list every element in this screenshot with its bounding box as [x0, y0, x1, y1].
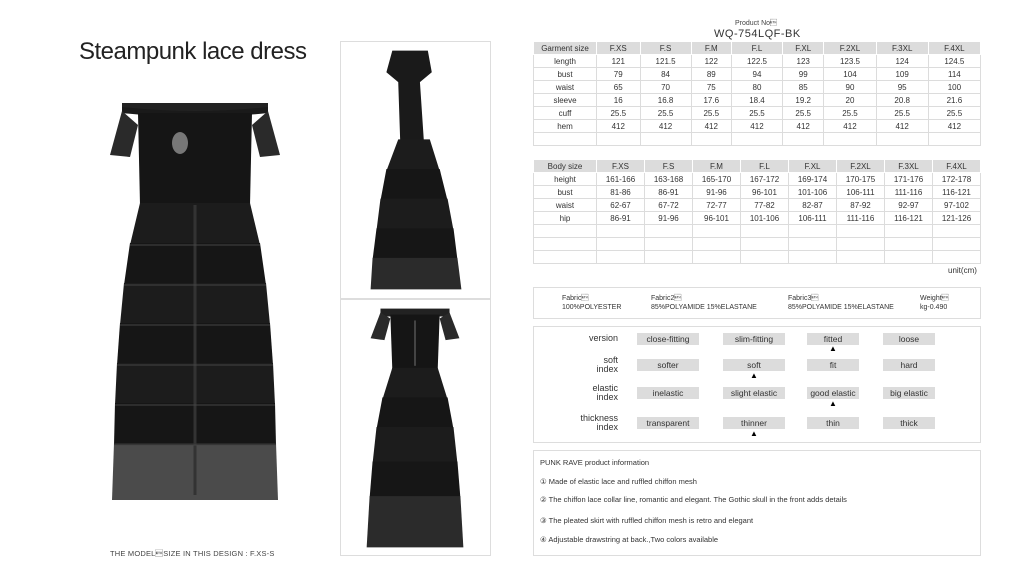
- soft-option: hard: [883, 359, 935, 371]
- fabric3-value: 85%POLYAMIDE 15%ELASTANE: [788, 304, 894, 311]
- soft-option: softer: [637, 359, 699, 371]
- version-label: version: [588, 333, 618, 343]
- table-header-row: [534, 42, 981, 55]
- table-row: [534, 238, 981, 251]
- table-cell: [837, 225, 885, 238]
- selected-marker-icon: ▲: [750, 371, 758, 380]
- table-cell: 92-97: [885, 199, 933, 212]
- fabric1: [562, 294, 621, 312]
- column-header: F.L: [731, 42, 782, 55]
- table-cell: 114: [928, 68, 980, 81]
- table-cell: [824, 133, 876, 146]
- table-cell: 170-175: [837, 173, 885, 186]
- table-cell: [837, 251, 885, 264]
- table-cell: 116-121: [885, 212, 933, 225]
- table-cell: 85: [783, 81, 824, 94]
- table-cell: 163-168: [645, 173, 693, 186]
- table-cell: 25.5: [876, 107, 928, 120]
- column-header: F.3XL: [876, 42, 928, 55]
- table-cell: [783, 133, 824, 146]
- row-label: waist: [534, 81, 597, 94]
- table-row: [534, 251, 981, 264]
- table-cell: 25.5: [640, 107, 691, 120]
- table-cell: 412: [876, 120, 928, 133]
- table-cell: 87-92: [837, 199, 885, 212]
- table-cell: 109: [876, 68, 928, 81]
- table-cell: 16: [597, 94, 641, 107]
- thickness-option: thick: [883, 417, 935, 429]
- row-label: [534, 238, 597, 251]
- row-label: sleeve: [534, 94, 597, 107]
- table-cell: 62-67: [597, 199, 645, 212]
- row-label: cuff: [534, 107, 597, 120]
- product-number-label: Product No: [735, 20, 778, 27]
- table-cell: [691, 133, 731, 146]
- table-row: [534, 107, 981, 120]
- table-cell: 77-82: [741, 199, 789, 212]
- table-cell: [645, 238, 693, 251]
- table-cell: [645, 225, 693, 238]
- table-cell: 412: [640, 120, 691, 133]
- table-row: [534, 173, 981, 186]
- table-cell: [789, 225, 837, 238]
- row-label: bust: [534, 186, 597, 199]
- table-cell: [885, 238, 933, 251]
- table-cell: [693, 225, 741, 238]
- table-cell: [933, 251, 981, 264]
- table-cell: 91-96: [645, 212, 693, 225]
- version-option: close-fitting: [637, 333, 699, 345]
- table-cell: 20.8: [876, 94, 928, 107]
- table-cell: 111-116: [885, 186, 933, 199]
- table-cell: 123: [783, 55, 824, 68]
- table-cell: 101-106: [789, 186, 837, 199]
- table-row: [534, 133, 981, 146]
- table-cell: 172-178: [933, 173, 981, 186]
- table-cell: 91-96: [693, 186, 741, 199]
- fabric1-label: Fabric: [562, 295, 589, 302]
- table-cell: [693, 238, 741, 251]
- soft-label-line2: index: [596, 364, 618, 374]
- table-cell: 96-101: [693, 212, 741, 225]
- table-cell: 25.5: [731, 107, 782, 120]
- table-cell: 122.5: [731, 55, 782, 68]
- table-cell: 123.5: [824, 55, 876, 68]
- table-cell: 100: [928, 81, 980, 94]
- row-label: height: [534, 173, 597, 186]
- thickness-index-label: [548, 414, 618, 432]
- column-header: F.M: [691, 42, 731, 55]
- table-cell: 75: [691, 81, 731, 94]
- table-cell: 81-86: [597, 186, 645, 199]
- fabric1-value: 100%POLYESTER: [562, 304, 622, 311]
- table-cell: [933, 238, 981, 251]
- table-cell: 165-170: [693, 173, 741, 186]
- selected-marker-icon: ▲: [829, 344, 837, 353]
- row-label: hem: [534, 120, 597, 133]
- table-cell: 25.5: [597, 107, 641, 120]
- table-cell: 18.4: [731, 94, 782, 107]
- page-title: Steampunk lace dress: [79, 38, 307, 65]
- table-cell: 67-72: [645, 199, 693, 212]
- column-header: F.XS: [597, 42, 641, 55]
- table-cell: [597, 133, 641, 146]
- table-cell: 124: [876, 55, 928, 68]
- thumbnail-back-view[interactable]: [340, 299, 491, 556]
- table-row: [534, 55, 981, 68]
- table-cell: [933, 225, 981, 238]
- fabric2-value: 85%POLYAMIDE 15%ELASTANE: [651, 304, 757, 311]
- table-cell: 20: [824, 94, 876, 107]
- table-cell: 25.5: [928, 107, 980, 120]
- table-cell: [731, 133, 782, 146]
- product-number: WQ-754LQF-BK: [714, 28, 801, 40]
- table-row: [534, 94, 981, 107]
- table-cell: 122: [691, 55, 731, 68]
- fabric2-label: Fabric2: [651, 295, 682, 302]
- table-cell: 101-106: [741, 212, 789, 225]
- selected-marker-icon: ▲: [829, 399, 837, 408]
- version-option: loose: [883, 333, 935, 345]
- table-row: [534, 68, 981, 81]
- row-label: bust: [534, 68, 597, 81]
- table-cell: [597, 251, 645, 264]
- thickness-option: transparent: [637, 417, 699, 429]
- table-cell: 82-87: [789, 199, 837, 212]
- table-row: [534, 186, 981, 199]
- version-option: slim-fitting: [723, 333, 785, 345]
- info-item: ④ Adjustable drawstring at back.,Two colors available: [540, 535, 719, 544]
- table-cell: 70: [640, 81, 691, 94]
- table-cell: [645, 251, 693, 264]
- soft-option: soft: [723, 359, 785, 371]
- column-header: F.4XL: [933, 160, 981, 173]
- fabric3-label: Fabric3: [788, 295, 819, 302]
- table-cell: 412: [824, 120, 876, 133]
- column-header: F.XL: [783, 42, 824, 55]
- soft-option: fit: [807, 359, 859, 371]
- table-cell: [789, 238, 837, 251]
- info-item: ① Made of elastic lace and ruffled chiffon mesh: [540, 477, 697, 486]
- elastic-option: slight elastic: [723, 387, 785, 399]
- body-table-body: [534, 173, 981, 264]
- table-cell: [597, 225, 645, 238]
- table-cell: 86-91: [597, 212, 645, 225]
- table-cell: 21.6: [928, 94, 980, 107]
- row-label: [534, 225, 597, 238]
- thickness-option: thin: [807, 417, 859, 429]
- column-header: F.2XL: [824, 42, 876, 55]
- table-cell: 25.5: [783, 107, 824, 120]
- table-cell: 106-111: [837, 186, 885, 199]
- thumbnail-side-view[interactable]: [340, 41, 491, 299]
- table-cell: 116-121: [933, 186, 981, 199]
- row-label: [534, 251, 597, 264]
- table-cell: [640, 133, 691, 146]
- thickness-label-line1: thickness: [580, 413, 618, 423]
- elastic-index-label: [548, 384, 618, 402]
- table-cell: 171-176: [885, 173, 933, 186]
- table-cell: [597, 238, 645, 251]
- table-cell: 121.5: [640, 55, 691, 68]
- table-row: [534, 212, 981, 225]
- elastic-label-line2: index: [596, 392, 618, 402]
- table-cell: 95: [876, 81, 928, 94]
- row-label: [534, 133, 597, 146]
- table-cell: [885, 251, 933, 264]
- row-label: length: [534, 55, 597, 68]
- elastic-option: good elastic: [807, 387, 859, 399]
- table-cell: 161-166: [597, 173, 645, 186]
- column-header: F.XL: [789, 160, 837, 173]
- table-cell: 90: [824, 81, 876, 94]
- table-cell: 19.2: [783, 94, 824, 107]
- column-header: Garment size: [534, 42, 597, 55]
- column-header: F.M: [693, 160, 741, 173]
- product-info-title: PUNK RAVE product information: [540, 458, 650, 467]
- table-cell: 121: [597, 55, 641, 68]
- garment-table-body: [534, 55, 981, 146]
- column-header: F.4XL: [928, 42, 980, 55]
- table-cell: 104: [824, 68, 876, 81]
- column-header: F.S: [645, 160, 693, 173]
- info-item: ② The chiffon lace collar line, romantic and elegant. The Gothic skull in the front adds details: [540, 495, 847, 504]
- weight: [920, 294, 949, 312]
- column-header: F.S: [640, 42, 691, 55]
- table-cell: 106-111: [789, 212, 837, 225]
- column-header: F.3XL: [885, 160, 933, 173]
- garment-size-table: [533, 41, 981, 146]
- table-cell: 16.8: [640, 94, 691, 107]
- table-cell: 94: [731, 68, 782, 81]
- table-cell: 25.5: [691, 107, 731, 120]
- thickness-label-line2: index: [596, 422, 618, 432]
- table-cell: [741, 225, 789, 238]
- selected-marker-icon: ▲: [750, 429, 758, 438]
- table-cell: [741, 238, 789, 251]
- table-cell: [885, 225, 933, 238]
- column-header: F.L: [741, 160, 789, 173]
- thickness-option: thinner: [723, 417, 785, 429]
- column-header: Body size: [534, 160, 597, 173]
- model-size-note: THE MODELSIZE IN THIS DESIGN : F.XS-S: [110, 549, 275, 558]
- soft-index-label: [548, 356, 618, 374]
- info-item: ③ The pleated skirt with ruffled chiffon mesh is retro and elegant: [540, 516, 754, 525]
- table-cell: [876, 133, 928, 146]
- column-header: F.2XL: [837, 160, 885, 173]
- table-cell: 99: [783, 68, 824, 81]
- fabric2: [651, 294, 757, 312]
- table-row: [534, 199, 981, 212]
- dress-side-image: [341, 42, 490, 298]
- table-cell: 412: [731, 120, 782, 133]
- table-cell: [741, 251, 789, 264]
- main-dress-photo: [100, 95, 290, 510]
- body-size-table: [533, 159, 981, 264]
- table-cell: 17.6: [691, 94, 731, 107]
- table-cell: 412: [783, 120, 824, 133]
- table-cell: 80: [731, 81, 782, 94]
- soft-label-line1: soft: [603, 355, 618, 365]
- table-cell: 412: [928, 120, 980, 133]
- column-header: F.XS: [597, 160, 645, 173]
- table-row: [534, 81, 981, 94]
- table-row: [534, 120, 981, 133]
- fabric3: [788, 294, 894, 312]
- table-cell: 25.5: [824, 107, 876, 120]
- table-cell: 97-102: [933, 199, 981, 212]
- unit-label: unit(cm): [948, 266, 977, 275]
- table-cell: [837, 238, 885, 251]
- dress-back-image: [341, 300, 490, 555]
- table-cell: 84: [640, 68, 691, 81]
- table-cell: [928, 133, 980, 146]
- table-cell: 169-174: [789, 173, 837, 186]
- table-cell: 79: [597, 68, 641, 81]
- elastic-label-line1: elastic: [592, 383, 618, 393]
- version-option: fitted: [807, 333, 859, 345]
- table-cell: 65: [597, 81, 641, 94]
- table-cell: 86-91: [645, 186, 693, 199]
- table-cell: 111-116: [837, 212, 885, 225]
- table-cell: 121-126: [933, 212, 981, 225]
- table-header-row: [534, 160, 981, 173]
- dress-front-image: [100, 95, 290, 510]
- row-label: hip: [534, 212, 597, 225]
- table-cell: [693, 251, 741, 264]
- weight-value: kg-0.490: [920, 304, 948, 311]
- table-cell: 412: [597, 120, 641, 133]
- row-label: waist: [534, 199, 597, 212]
- table-cell: 72-77: [693, 199, 741, 212]
- table-cell: 96-101: [741, 186, 789, 199]
- table-row: [534, 225, 981, 238]
- weight-label: Weight: [920, 295, 949, 302]
- table-cell: 89: [691, 68, 731, 81]
- table-cell: 412: [691, 120, 731, 133]
- table-cell: 124.5: [928, 55, 980, 68]
- elastic-option: big elastic: [883, 387, 935, 399]
- elastic-option: inelastic: [637, 387, 699, 399]
- table-cell: [789, 251, 837, 264]
- table-cell: 167-172: [741, 173, 789, 186]
